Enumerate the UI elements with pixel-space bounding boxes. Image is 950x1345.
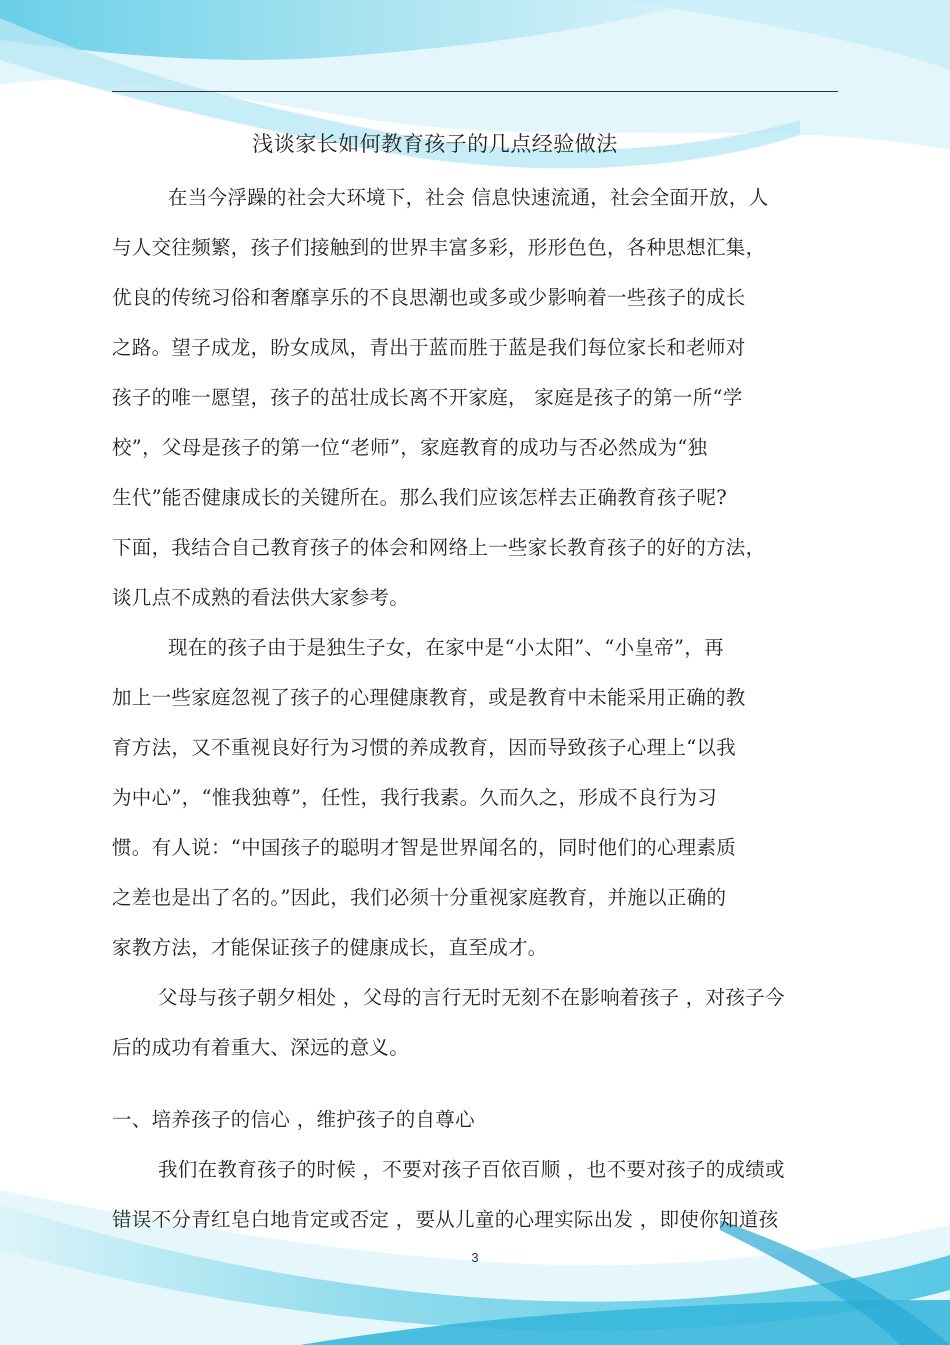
- paragraph-line: 父母与孩子朝夕相处 ，父母的言行无时无刻不在影响着孩子 ，对孩子今: [158, 986, 785, 1009]
- paragraph-line: 现在的孩子由于是独生子女，在家中是“小太阳”、“小皇帝”，再: [168, 636, 724, 659]
- paragraph-line: 错误不分青红皂白地肯定或否定 ，要从儿童的心理实际出发 ，即使你知道孩: [112, 1208, 779, 1231]
- paragraph-line: 育方法，又不重视良好行为习惯的养成教育，因而导致孩子心理上“以我: [112, 736, 737, 759]
- paragraph-line: 谈几点不成熟的看法供大家参考。: [112, 586, 410, 609]
- paragraph-line: 下面，我结合自己教育孩子的体会和网络上一些家长教育孩子的好的方法，: [112, 536, 766, 559]
- paragraph-line: 我们在教育孩子的时候 ，不要对孩子百依百顺 ，也不要对孩子的成绩或: [158, 1158, 785, 1181]
- paragraph-line: 后的成功有着重大、深远的意义。: [112, 1036, 410, 1059]
- paragraph-line: 之路。望子成龙，盼女成凤，青出于蓝而胜于蓝是我们每位家长和老师对: [112, 336, 746, 359]
- paragraph-line: 生代”能否健康成长的关键所在。那么我们应该怎样去正确教育孩子呢?: [112, 486, 728, 509]
- paragraph-line: 惯。有人说：“中国孩子的聪明才智是世界闻名的，同时他们的心理素质: [112, 836, 737, 859]
- section-heading: 一、培养孩子的信心 ，维护孩子的自尊心: [112, 1108, 475, 1131]
- header-rule: [112, 91, 838, 92]
- paragraph-line: 在当今浮躁的社会大环境下，社会 信息快速流通，社会全面开放，人: [168, 186, 769, 209]
- page-number: 3: [471, 1250, 479, 1265]
- paragraph-line: 与人交往频繁，孩子们接触到的世界丰富多彩，形形色色，各种思想汇集，: [112, 236, 766, 259]
- paragraph-line: 之差也是出了名的。”因此，我们必须十分重视家庭教育，并施以正确的: [112, 886, 727, 909]
- paragraph-line: 校”，父母是孩子的第一位“老师”，家庭教育的成功与否必然成为“独: [112, 436, 708, 459]
- paragraph-line: 优良的传统习俗和奢靡享乐的不良思潮也或多或少影响着一些孩子的成长: [112, 286, 746, 309]
- paragraph-line: 加上一些家庭忽视了孩子的心理健康教育，或是教育中未能采用正确的教: [112, 686, 746, 709]
- paragraph-line: 孩子的唯一愿望，孩子的茁壮成长离不开家庭， 家庭是孩子的第一所“学: [112, 386, 743, 409]
- paragraph-line: 家教方法，才能保证孩子的健康成长，直至成才。: [112, 936, 548, 959]
- paragraph-line: 为中心”，“惟我独尊”，任性，我行我素。久而久之，形成不良行为习: [112, 786, 718, 809]
- page-title: 浅谈家长如何教育孩子的几点经验做法: [252, 132, 618, 156]
